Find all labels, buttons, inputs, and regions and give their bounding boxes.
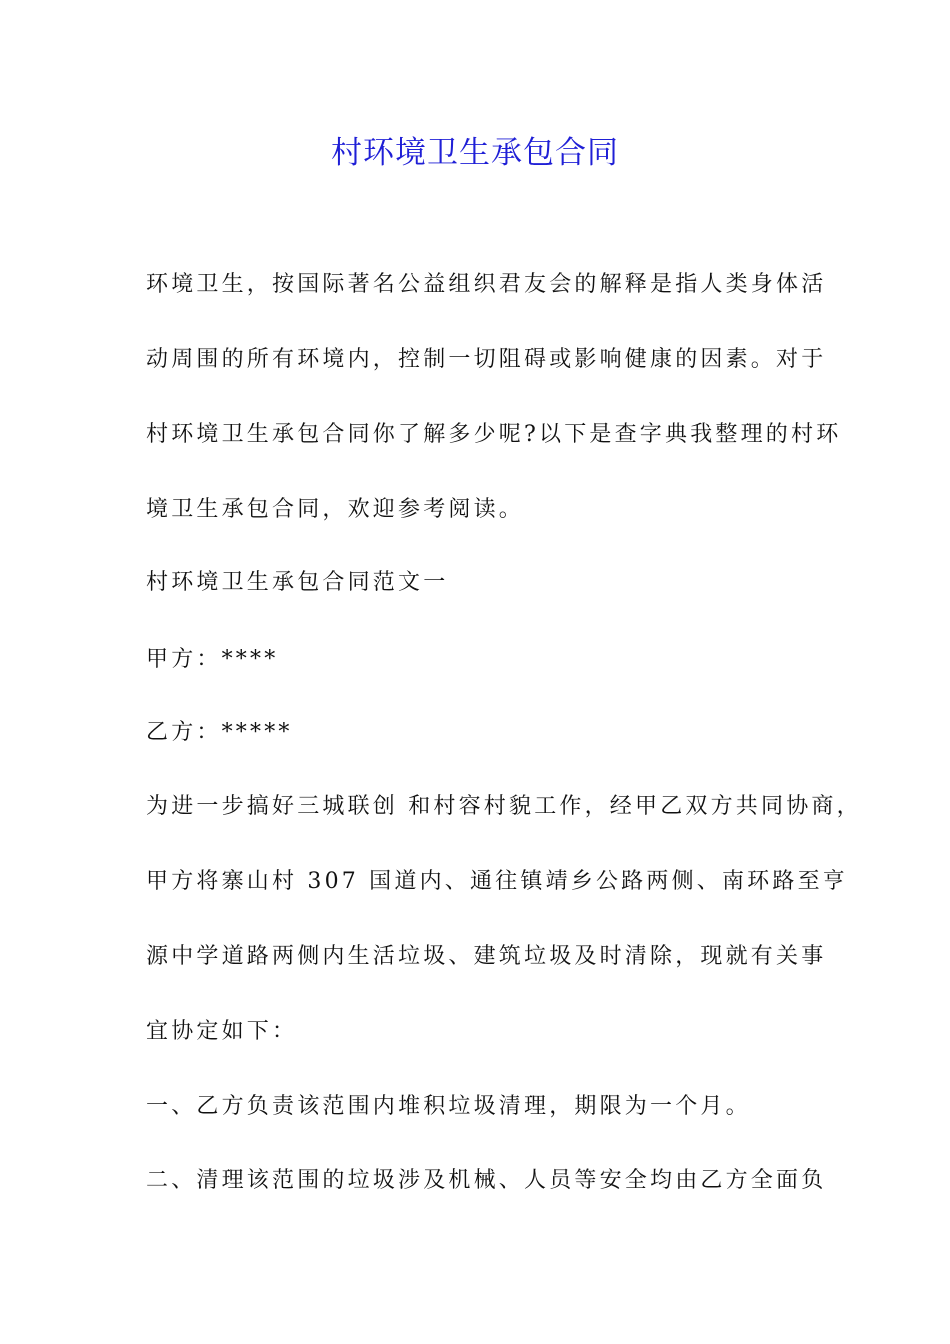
clause-one: 一、乙方负责该范围内堆积垃圾清理，期限为一个月。 — [146, 1094, 751, 1119]
body-line: 为进一步搞好三城联创 和村容村貌工作，经甲乙双方共同协商， — [146, 794, 862, 819]
party-b-line: 乙方：***** — [146, 720, 293, 745]
body-line: 环境卫生，按国际著名公益组织君友会的解释是指人类身体活 — [146, 272, 827, 297]
section-heading: 村环境卫生承包合同范文一 — [146, 570, 449, 595]
body-line: 动周围的所有环境内，控制一切阻碍或影响健康的因素。对于 — [146, 347, 827, 372]
party-a-line: 甲方：**** — [146, 647, 279, 672]
body-line: 宜协定如下： — [146, 1019, 298, 1044]
body-line: 村环境卫生承包合同你了解多少呢?以下是查字典我整理的村环 — [146, 422, 842, 447]
body-line: 境卫生承包合同，欢迎参考阅读。 — [146, 497, 525, 522]
clause-two: 二、清理该范围的垃圾涉及机械、人员等安全均由乙方全面负 — [146, 1168, 827, 1193]
document-title: 村环境卫生承包合同 — [331, 135, 619, 171]
body-line: 甲方将寨山村 307 国道内、通往镇靖乡公路两侧、南环路至亨 — [146, 869, 848, 894]
body-line: 源中学道路两侧内生活垃圾、建筑垃圾及时清除，现就有关事 — [146, 944, 827, 969]
